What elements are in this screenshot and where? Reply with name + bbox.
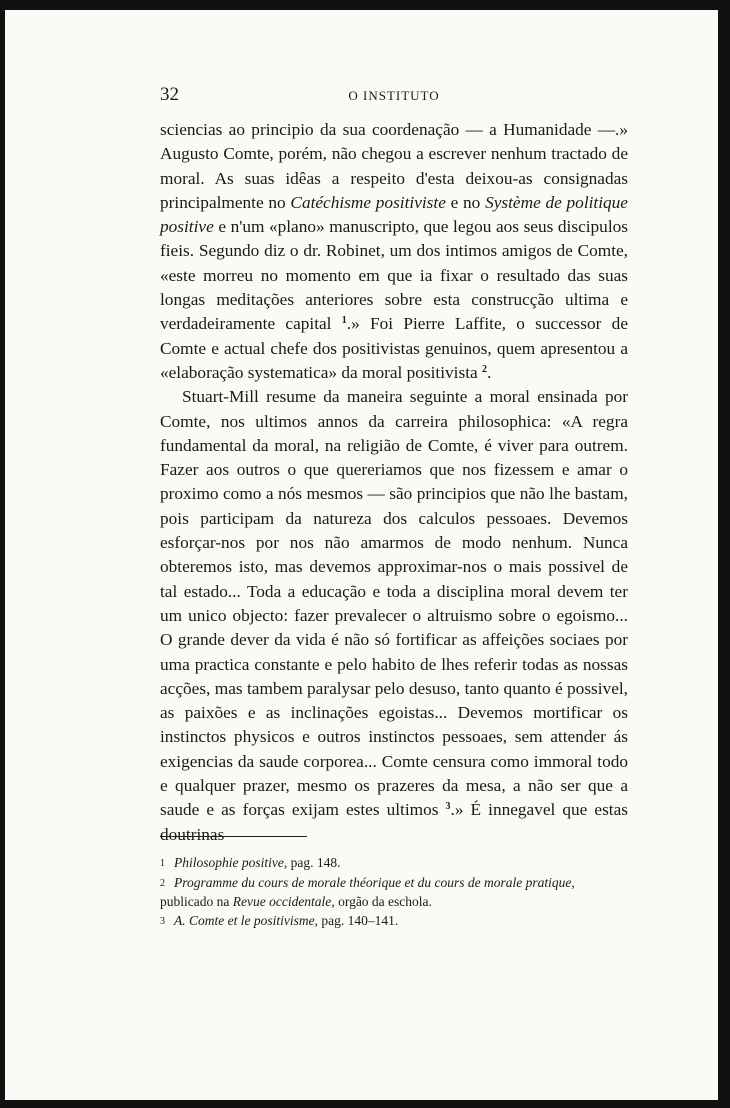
paragraph-1-text-a: sciencias ao principio da sua coordenação — a Humanidade —.» Augusto Comte, porém, não chegou a escrever nenhum tractado de moral. As suas idêas a respeito d'esta deixou-as consignadas principalmente no [160, 120, 628, 212]
footnote-text: , pag. 148. [283, 855, 341, 870]
footnote-number: 1 [160, 858, 165, 869]
footnote-ref-3[interactable]: 3 [445, 801, 451, 813]
footnote-number: 2 [160, 877, 165, 889]
scan-border-bottom [0, 1100, 730, 1108]
body-text [160, 118, 628, 847]
footnote-work-title: A. Comte et le positivisme [174, 912, 315, 928]
paragraph-2-text-b: .» É innegavel que estas doutrinas [160, 800, 628, 844]
work-title-catechisme: Catéchisme positiviste [290, 192, 446, 212]
footnote-separator [160, 836, 307, 837]
paragraph-2-text-a: Stuart-Mill resume da maneira seguinte a moral ensinada por Comte, nos ultimos annos da carreira philosophica: «A regra fundamental da moral, na religião de Comte, é viver para outrem. Fazer aos outros o que quereriamos que nos fizessem e amar o proximo como a nós mesmos — são principios que não lhe bastam, pois participam da natureza dos calculos pessoaes. Devemos esforçar-nos por nos não amarmos de modo nenhum. Nunca obteremos isto, mas devemos approximar-nos o mais possivel de tal estado... Toda a educação e toda a disciplina moral devem ter um unico objecto: fazer prevalecer o altruismo sobre o egoismo... O grande dever da vida é não só fortificar as affeições sociaes por uma practica constante e pelo habito de lhes referir todas as nossas acções, mas tambem paralysar pelo desuso, tanto quanto é possivel, as paixões e as inclinações egoistas... Devemos mortificar os instinctos physicos e outros instinctos pessoaes, sem attender ás exigencias da saude corporea... Comte censura como immoral todo e qualquer prazer, mesmo os prazeres da mesa, a não ser que a saude e as forças exijam estes ultimos [160, 387, 628, 820]
footnote-ref-1[interactable]: 1 [341, 315, 347, 327]
page-header [160, 84, 628, 110]
running-title: O INSTITUTO [348, 88, 440, 103]
page-number: 32 [160, 84, 179, 105]
footnote-text: , orgão da eschola. [331, 894, 432, 909]
paragraph-1-text-b: e no [445, 192, 486, 212]
paragraph-2 [160, 385, 628, 847]
footnote-2 [160, 874, 630, 912]
footnote-1 [160, 854, 630, 874]
footnote-ref-2[interactable]: 2 [482, 363, 487, 375]
footnote-journal-title: Revue occidentale [232, 894, 332, 909]
paragraph-1-text-d: .» Foi Pierre Laffite, o successor de Comte e actual chefe dos positivistas genuinos, quem apresentou a «elaboração systematica» da moral positivista [160, 314, 628, 382]
work-title-systeme: Système de politique positive [160, 192, 628, 237]
footnote-work-title: Programme du cours de morale théorique et du cours de morale pratique [174, 874, 572, 890]
footnote-text: , pag. 140–141. [314, 912, 399, 928]
scan-border-top [0, 0, 730, 10]
scan-border-left [0, 0, 5, 1108]
footnote-text: , publicado na [160, 874, 575, 909]
paragraph-1-text-e: . [487, 362, 492, 382]
paragraph-1-text-c: e n'um «plano» manuscripto, que legou aos seus discipulos fieis. Segundo diz o dr. Robinet, um dos intimos amigos de Comte, «este morreu no momento em que ia fixar o resultado das suas longas meditações anteriores sobre esta construcção ultima e verdadeiramente capital [160, 217, 628, 334]
scan-border-right [718, 0, 730, 1108]
footnote-number: 3 [160, 915, 165, 927]
paragraph-1 [160, 118, 628, 385]
footnote-work-title: Philosophie positive [174, 855, 284, 870]
footnote-3 [160, 912, 630, 932]
footnotes [160, 854, 630, 931]
